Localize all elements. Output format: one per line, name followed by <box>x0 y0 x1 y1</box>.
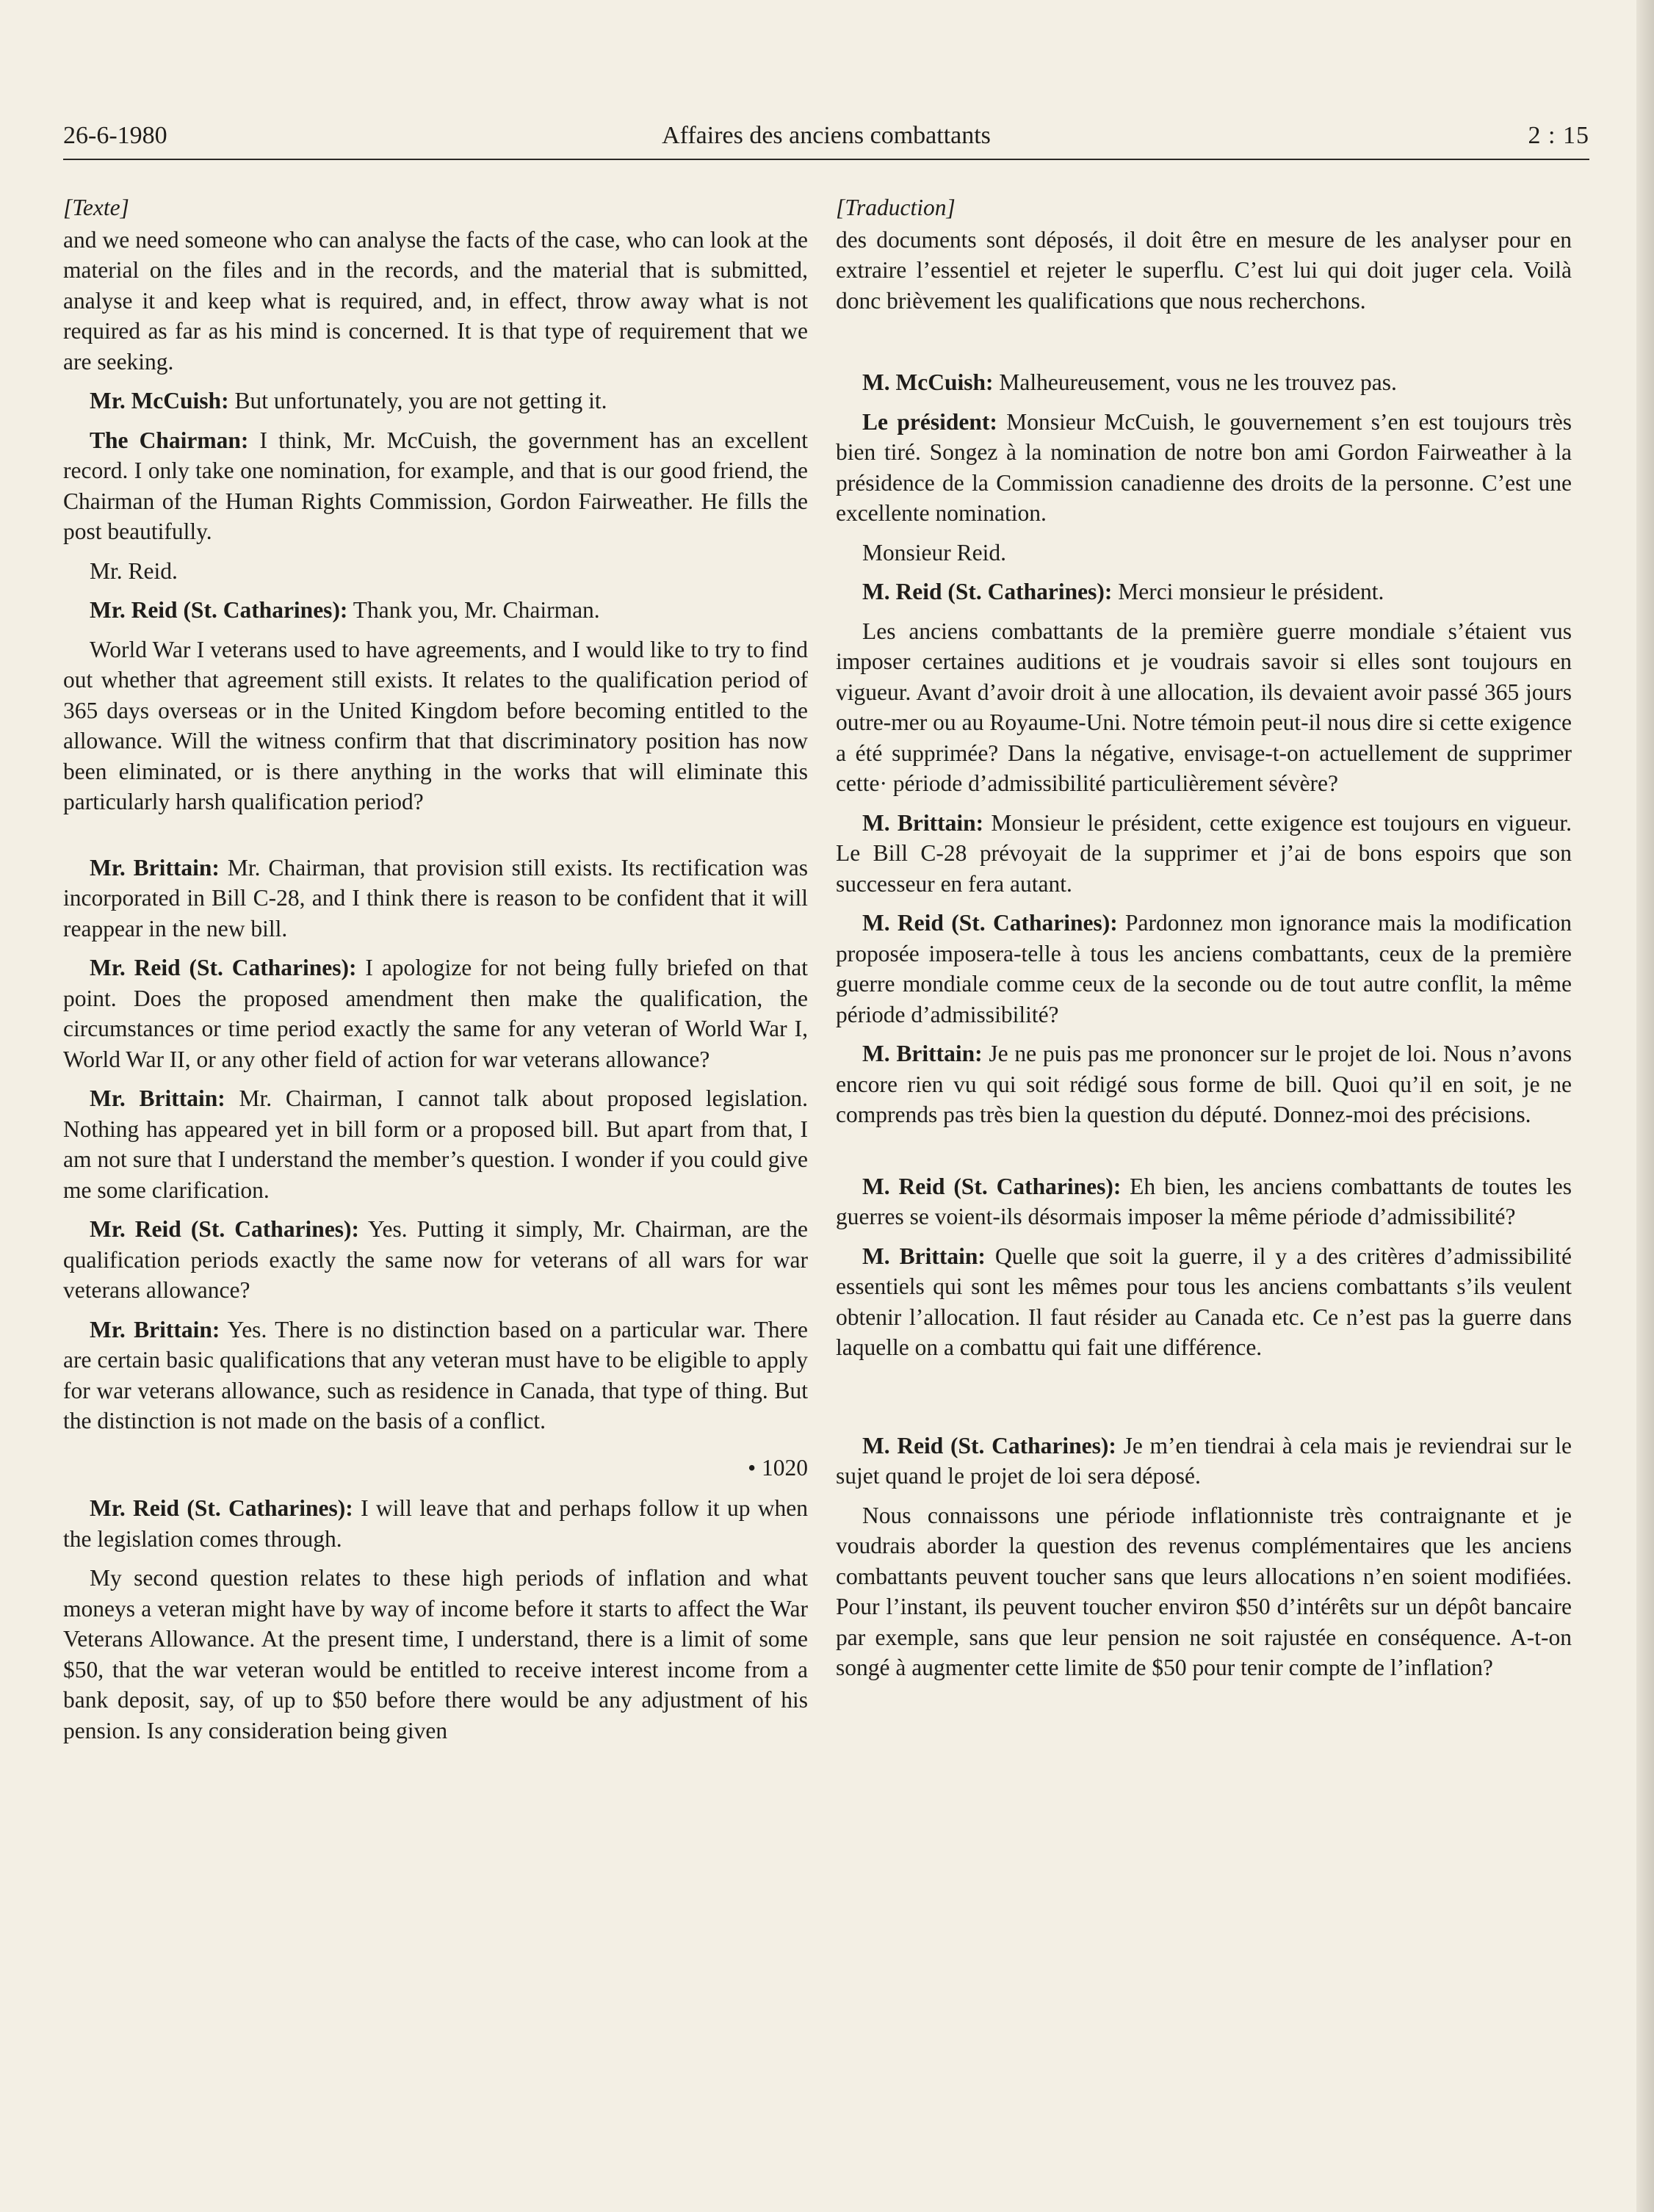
paragraph: Mr. Reid. <box>90 557 178 584</box>
paragraph: and we need someone who can analyse the facts of the case, who can look at the material on the files and in the records, and the material that is submitted, analyse it and keep what is required, and, in effect, throw away what is not required as far as his mind is concerned. It is that type of requirement that we are seeking. <box>63 226 808 375</box>
speaker: Mr. Reid (St. Catharines): <box>90 1216 360 1242</box>
paragraph <box>836 407 1572 529</box>
paragraph <box>63 425 808 547</box>
speaker: M. Reid (St. Catharines): <box>862 1173 1122 1199</box>
french-column <box>836 192 1572 1692</box>
speech: Malheureusement, vous ne les trouvez pas. <box>993 369 1397 395</box>
speaker: Mr. Reid (St. Catharines): <box>90 1495 353 1521</box>
paragraph <box>63 386 808 416</box>
paragraph: World War I veterans used to have agreements, and I would like to try to find out whether that agreement still exists. It relates to the qualification period of 365 days overseas or in the United Kingdom before becoming entitled to the allowance. Will the witness confirm that that discriminatory position has now been eliminated, or is there anything in the works that will eliminate this particularly harsh qualification period? <box>63 636 808 814</box>
speaker: M. Brittain: <box>862 1243 986 1269</box>
speaker: M. Reid (St. Catharines): <box>862 579 1113 604</box>
text-label: [Texte] <box>63 195 129 220</box>
speech: I will leave that and perhaps follow it up when the legislation comes through. <box>63 1495 809 1552</box>
running-header <box>63 118 1589 160</box>
paragraph <box>836 1171 1572 1232</box>
paragraph <box>63 1315 808 1436</box>
speech: Thank you, Mr. Chairman. <box>347 597 600 623</box>
paragraph <box>836 808 1572 900</box>
speech: Merci monsieur le président. <box>1112 579 1384 604</box>
spacer <box>836 1139 1572 1171</box>
speech: Quelle que soit la guerre, il y a des critères d’admissibilité essentiels qui sont les mêmes pour tous les anciens combattants s’ils veulent obtenir l’allocation. Il faut résider au Canada etc. Ce n’est pas la guerre dans laquelle on a combattu qui fait une différence. <box>836 1243 1572 1360</box>
speech: I apologize for not being fully briefed on that point. Does the proposed amendment then make the qualification, the circumstances or time period exactly the same for any veteran of World War I, World War II, or any other field of action for war veterans allowance? <box>63 955 808 1072</box>
paragraph <box>63 953 808 1074</box>
paragraph: My second question relates to these high periods of inflation and what moneys a veteran might have by way of income before it starts to affect the War Veterans Allowance. At the present time, I understand, there is a limit of some $50, that the war veteran would be entitled to receive interest income from a bank deposit, say, of up to $50 before there would be any adjustment of his pension. Is any consideration being given <box>63 1565 808 1743</box>
speech: Eh bien, les anciens combattants de toutes les guerres se voient-ils désormais imposer la même période d’admissibilité? <box>836 1173 1572 1229</box>
page-number: 2 : 15 <box>1528 122 1589 149</box>
paragraph <box>63 853 808 944</box>
speaker: Le président: <box>862 408 997 435</box>
speaker: Mr. Reid (St. Catharines): <box>90 597 348 623</box>
paragraph <box>63 1214 808 1306</box>
page-edge <box>1636 0 1654 2212</box>
header-date: 26-6-1980 <box>63 122 167 149</box>
header-title: Affaires des anciens combattants <box>662 122 991 149</box>
speech: Yes. Putting it simply, Mr. Chairman, are the qualification periods exactly the same now for veterans of all wars for war veterans allowance? <box>63 1216 809 1303</box>
speaker: M. McCuish: <box>862 369 994 395</box>
english-column <box>63 192 808 1754</box>
paragraph <box>836 908 1572 1030</box>
speaker: Mr. Reid (St. Catharines): <box>90 955 357 980</box>
paragraph: Les anciens combattants de la première guerre mondiale s’étaient vus imposer certaines auditions et je voudrais savoir si elles sont toujours en vigueur. Avant d’avoir droit à une allocation, ils devaient avoir passé 365 jours outre-mer ou au Royaume-Uni. Notre témoin peut-il nous dire si cette exigence a été supprimée? Dans la négative, envisage-t-on actuellement de supprimer cette· période d’admissibilité particulièrement sévère? <box>836 618 1572 796</box>
speaker: Mr. Brittain: <box>90 1085 225 1111</box>
speaker: M. Brittain: <box>862 809 984 836</box>
paragraph <box>836 577 1572 607</box>
spacer <box>836 1372 1572 1431</box>
speech: Je ne puis pas me prononcer sur le projet de loi. Nous n’avons encore rien vu qui soit rédigé sous forme de bill. Quoi qu’il en soit, je ne comprends pas très bien la question du député. Donnez-moi des précisions. <box>836 1041 1572 1127</box>
speaker: Mr. Brittain: <box>90 1316 220 1342</box>
speech: Pardonnez mon ignorance mais la modification proposée imposera-telle à tous les anciens combattants, ceux de la première guerre mondiale comme ceux de la seconde ou de tout autre conflit, la même période d’admissibilité? <box>836 910 1572 1027</box>
speaker: Mr. Brittain: <box>90 854 220 881</box>
paragraph <box>836 1241 1572 1363</box>
speech: Yes. There is no distinction based on a particular war. There are certain basic qualifications that any veteran must have to be eligible to apply for war veterans allowance, such as residence in Canada, that type of thing. But the distinction is not made on the basis of a conflict. <box>63 1316 808 1434</box>
speaker: M. Reid (St. Catharines): <box>862 910 1118 936</box>
spacer <box>63 826 808 853</box>
paragraph <box>63 1493 808 1554</box>
paragraph: des documents sont déposés, il doit être en mesure de les analyser pour en extraire l’essentiel et rejeter le superflu. C’est lui qui doit juger cela. Voilà donc brièvement les qualifications que nous recherchons. <box>836 226 1572 314</box>
speaker: Mr. McCuish: <box>90 388 229 413</box>
paragraph: Nous connaissons une période inflationniste très contraignante et je voudrais aborder la question des revenus complémentaires que les anciens combattants peuvent toucher sans que leurs allocations n’en soient modifiées. Pour l’instant, ils peuvent toucher environ $50 d’intérêts sur un dépôt bancaire par exemple, sans que leur pension ne soit rajustée en conséquence. A-t-on songé à augmenter cette limite de $50 pour tenir compte de l’inflation? <box>836 1502 1572 1680</box>
time-marker: • 1020 <box>748 1454 808 1481</box>
paragraph <box>836 1038 1572 1130</box>
paragraph <box>836 1431 1572 1492</box>
paragraph: Monsieur Reid. <box>862 539 1006 565</box>
speaker: The Chairman: <box>90 427 249 453</box>
spacer <box>836 325 1572 367</box>
speaker: M. Brittain: <box>862 1041 983 1066</box>
paragraph <box>836 367 1572 398</box>
speech: Mr. Chairman, that provision still exists. Its rectification was incorporated in Bill C-28, and I think there is reason to be confident that it will reappear in the new bill. <box>63 854 808 941</box>
speech: But unfortunately, you are not getting it. <box>228 388 607 413</box>
speech: I think, Mr. McCuish, the government has an excellent record. I only take one nomination, for example, and that is our good friend, the Chairman of the Human Rights Commission, Gordon Fairweather. He fills the post beautifully. <box>63 427 808 544</box>
speech: Monsieur le président, cette exigence est toujours en vigueur. Le Bill C-28 prévoyait de la supprimer et j’ai de bons espoirs que son successeur en fera autant. <box>836 809 1572 897</box>
speaker: M. Reid (St. Catharines): <box>862 1432 1116 1459</box>
speech: Mr. Chairman, I cannot talk about proposed legislation. Nothing has appeared yet in bill form or a proposed bill. But apart from that, I am not sure that I understand the member’s question. I wonder if you could give me some clarification. <box>63 1085 808 1203</box>
speech: Monsieur McCuish, le gouvernement s’en est toujours très bien tiré. Songez à la nomination de notre bon ami Gordon Fairweather à la présidence de la Commission canadienne des droits de la personne. C’est une excellente nomination. <box>836 408 1572 526</box>
speech: Je m’en tiendrai à cela mais je reviendrai sur le sujet quand le projet de loi sera déposé. <box>836 1432 1572 1489</box>
translation-label: [Traduction] <box>836 195 956 220</box>
paragraph <box>63 595 808 626</box>
paragraph <box>63 1083 808 1205</box>
